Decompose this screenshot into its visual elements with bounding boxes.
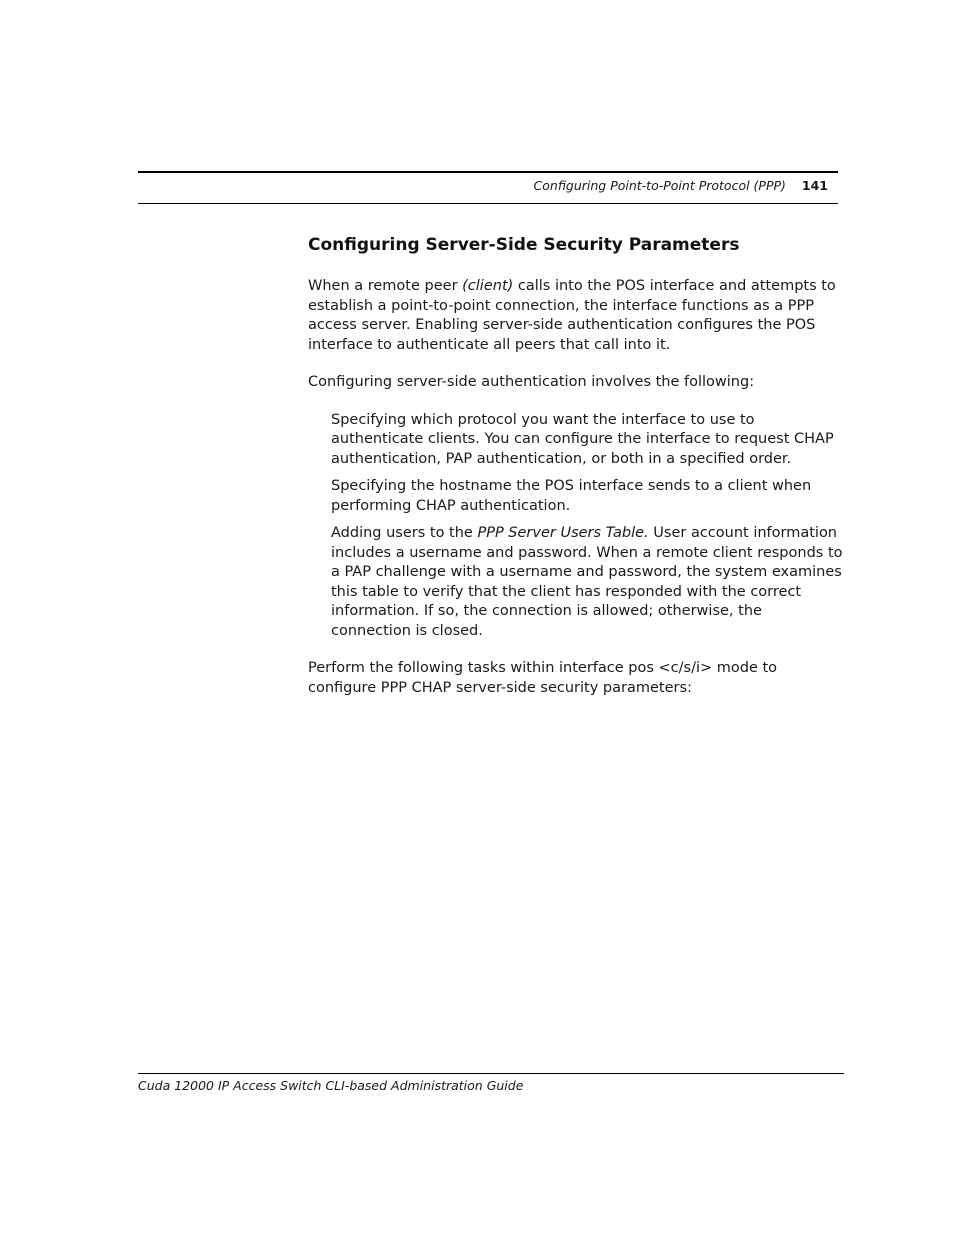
header-bottom-rule xyxy=(138,203,838,204)
bullet-list xyxy=(308,411,843,642)
intro-text-start: When a remote peer xyxy=(308,278,463,294)
intro-text-end: calls into the POS interface and attempts to establish a point-to-point connection, the interface functions as a PPP access server. Enabling server-side authentication configures the POS interface to authenticate all peers that call into it. xyxy=(308,278,836,353)
intro-text-emphasis: (client) xyxy=(462,278,514,294)
list-item-text-end: User account information includes a username and password. When a remote client responds to a PAP challenge with a username and password, the system examines this table to verify that the client has responded with the correct information. If so, the connection is allowed; otherwise, the connection is closed. xyxy=(331,525,843,639)
list-item: Specifying the hostname the POS interface sends to a client when performing CHAP authentication. xyxy=(331,478,812,514)
section-heading: Configuring Server-Side Security Parameters xyxy=(308,235,740,255)
running-header xyxy=(534,178,828,194)
running-header-title: Configuring Point-to-Point Protocol (PPP) xyxy=(533,178,786,193)
list-item-text-start: Adding users to the xyxy=(331,525,478,541)
footer-text: Cuda 12000 IP Access Switch CLI-based Administration Guide xyxy=(138,1078,524,1093)
list-item xyxy=(331,524,843,641)
main-content xyxy=(308,233,843,698)
page-number: 141 xyxy=(801,178,828,193)
footer-rule xyxy=(138,1073,844,1074)
header-top-rule xyxy=(138,171,838,173)
list-item-emphasis: PPP Server Users Table. xyxy=(477,525,649,541)
tasks-paragraph: Perform the following tasks within interface pos <c/s/i> mode to configure PPP CHAP server-side security parameters: xyxy=(308,660,778,696)
list-item: Specifying which protocol you want the interface to use to authenticate clients. You can configure the interface to request CHAP authentication, PAP authentication, or both in a specified order. xyxy=(331,411,834,467)
list-intro-paragraph: Configuring server-side authentication involves the following: xyxy=(308,374,755,390)
intro-paragraph xyxy=(308,277,843,355)
